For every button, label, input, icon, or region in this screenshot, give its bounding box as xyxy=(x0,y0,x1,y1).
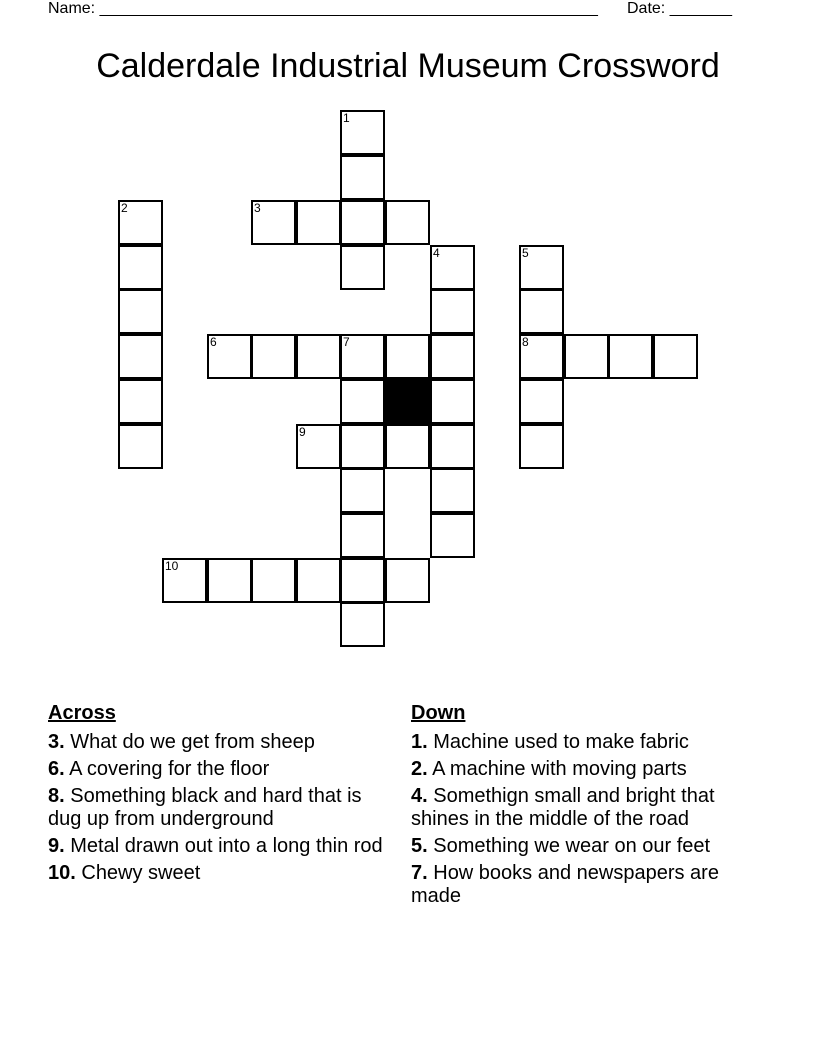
grid-cell[interactable] xyxy=(519,289,564,334)
grid-cell[interactable] xyxy=(296,334,341,379)
clue-number: 8 xyxy=(522,335,529,349)
down-clues xyxy=(411,702,751,912)
clue-item-text: Machine used to make fabric xyxy=(427,731,689,753)
clue-item xyxy=(48,835,393,858)
grid-cell[interactable] xyxy=(118,334,163,379)
grid-cell[interactable] xyxy=(519,334,564,379)
grid-cell[interactable] xyxy=(340,602,385,647)
page-title: Calderdale Industrial Museum Crossword xyxy=(96,47,720,85)
clue-item-number: 3. xyxy=(48,731,65,753)
clue-item xyxy=(48,862,393,885)
clue-item-number: 9. xyxy=(48,835,65,857)
grid-cell[interactable] xyxy=(118,200,163,245)
clue-item-text: Something we wear on our feet xyxy=(427,835,711,857)
grid-cell[interactable] xyxy=(385,424,430,469)
grid-cell[interactable] xyxy=(251,558,296,603)
grid-cell[interactable] xyxy=(340,424,385,469)
down-heading: Down xyxy=(411,702,466,724)
grid-cell[interactable] xyxy=(564,334,609,379)
grid-cell[interactable] xyxy=(340,334,385,379)
clue-number: 1 xyxy=(343,111,350,125)
clue-item xyxy=(411,835,751,858)
clue-item-number: 8. xyxy=(48,785,65,807)
grid-cell[interactable] xyxy=(296,558,341,603)
grid-cell[interactable] xyxy=(608,334,653,379)
grid-cell[interactable] xyxy=(340,468,385,513)
clue-number: 5 xyxy=(522,246,529,260)
clue-item xyxy=(411,862,751,908)
clue-item-text: What do we get from sheep xyxy=(64,731,315,753)
grid-cell[interactable] xyxy=(118,245,163,290)
clue-item-text: Somethign small and bright that shines in the middle of the road xyxy=(411,785,715,830)
clue-item xyxy=(48,731,393,754)
grid-cell[interactable] xyxy=(296,200,341,245)
grid-cell[interactable] xyxy=(385,334,430,379)
clue-number: 6 xyxy=(210,335,217,349)
clue-item-number: 6. xyxy=(48,758,65,780)
clue-item-text: A machine with moving parts xyxy=(427,758,687,780)
clue-number: 2 xyxy=(121,201,128,215)
grid-cell[interactable] xyxy=(340,110,385,155)
grid-cell[interactable] xyxy=(653,334,698,379)
grid-cell[interactable] xyxy=(296,424,341,469)
clue-number: 9 xyxy=(299,425,306,439)
grid-cell[interactable] xyxy=(340,379,385,424)
clue-number: 10 xyxy=(165,559,179,573)
clue-item-text: Metal drawn out into a long thin rod xyxy=(64,835,383,857)
clue-number: 3 xyxy=(254,201,261,215)
blocked-cell xyxy=(385,379,430,424)
grid-cell[interactable] xyxy=(118,379,163,424)
grid-cell[interactable] xyxy=(430,245,475,290)
clue-item-number: 5. xyxy=(411,835,428,857)
clue-number: 7 xyxy=(343,335,350,349)
grid-cell[interactable] xyxy=(340,245,385,290)
clue-item xyxy=(411,785,751,831)
grid-cell[interactable] xyxy=(385,200,430,245)
grid-cell[interactable] xyxy=(430,289,475,334)
grid-cell[interactable] xyxy=(385,558,430,603)
grid-cell[interactable] xyxy=(340,155,385,200)
grid-cell[interactable] xyxy=(207,334,252,379)
grid-cell[interactable] xyxy=(340,200,385,245)
clue-item-text: Something black and hard that is dug up from underground xyxy=(48,785,362,830)
clue-item-number: 4. xyxy=(411,785,428,807)
clue-item-number: 2. xyxy=(411,758,428,780)
name-field-label[interactable]: Name: ________________________________________________________ xyxy=(48,0,598,17)
clue-item-text: Chewy sweet xyxy=(75,862,201,884)
clue-item-text: A covering for the floor xyxy=(64,758,270,780)
grid-cell[interactable] xyxy=(430,513,475,558)
clue-item xyxy=(411,758,751,781)
clue-item-number: 10. xyxy=(48,862,76,884)
grid-cell[interactable] xyxy=(340,558,385,603)
grid-cell[interactable] xyxy=(519,424,564,469)
clue-item xyxy=(48,785,393,831)
clue-item xyxy=(48,758,393,781)
across-heading: Across xyxy=(48,702,116,724)
grid-cell[interactable] xyxy=(340,513,385,558)
grid-cell[interactable] xyxy=(519,379,564,424)
grid-cell[interactable] xyxy=(118,289,163,334)
grid-cell[interactable] xyxy=(118,424,163,469)
grid-cell[interactable] xyxy=(251,334,296,379)
clue-item-number: 1. xyxy=(411,731,428,753)
clue-number: 4 xyxy=(433,246,440,260)
grid-cell[interactable] xyxy=(430,379,475,424)
grid-cell[interactable] xyxy=(430,468,475,513)
grid-cell[interactable] xyxy=(207,558,252,603)
grid-cell[interactable] xyxy=(430,424,475,469)
clue-item-text: How books and newspapers are made xyxy=(411,862,719,907)
clue-item-number: 7. xyxy=(411,862,428,884)
clue-item xyxy=(411,731,751,754)
grid-cell[interactable] xyxy=(430,334,475,379)
grid-cell[interactable] xyxy=(251,200,296,245)
grid-cell[interactable] xyxy=(162,558,207,603)
across-clues xyxy=(48,702,393,889)
date-field-label[interactable]: Date: _______ xyxy=(627,0,732,17)
grid-cell[interactable] xyxy=(519,245,564,290)
